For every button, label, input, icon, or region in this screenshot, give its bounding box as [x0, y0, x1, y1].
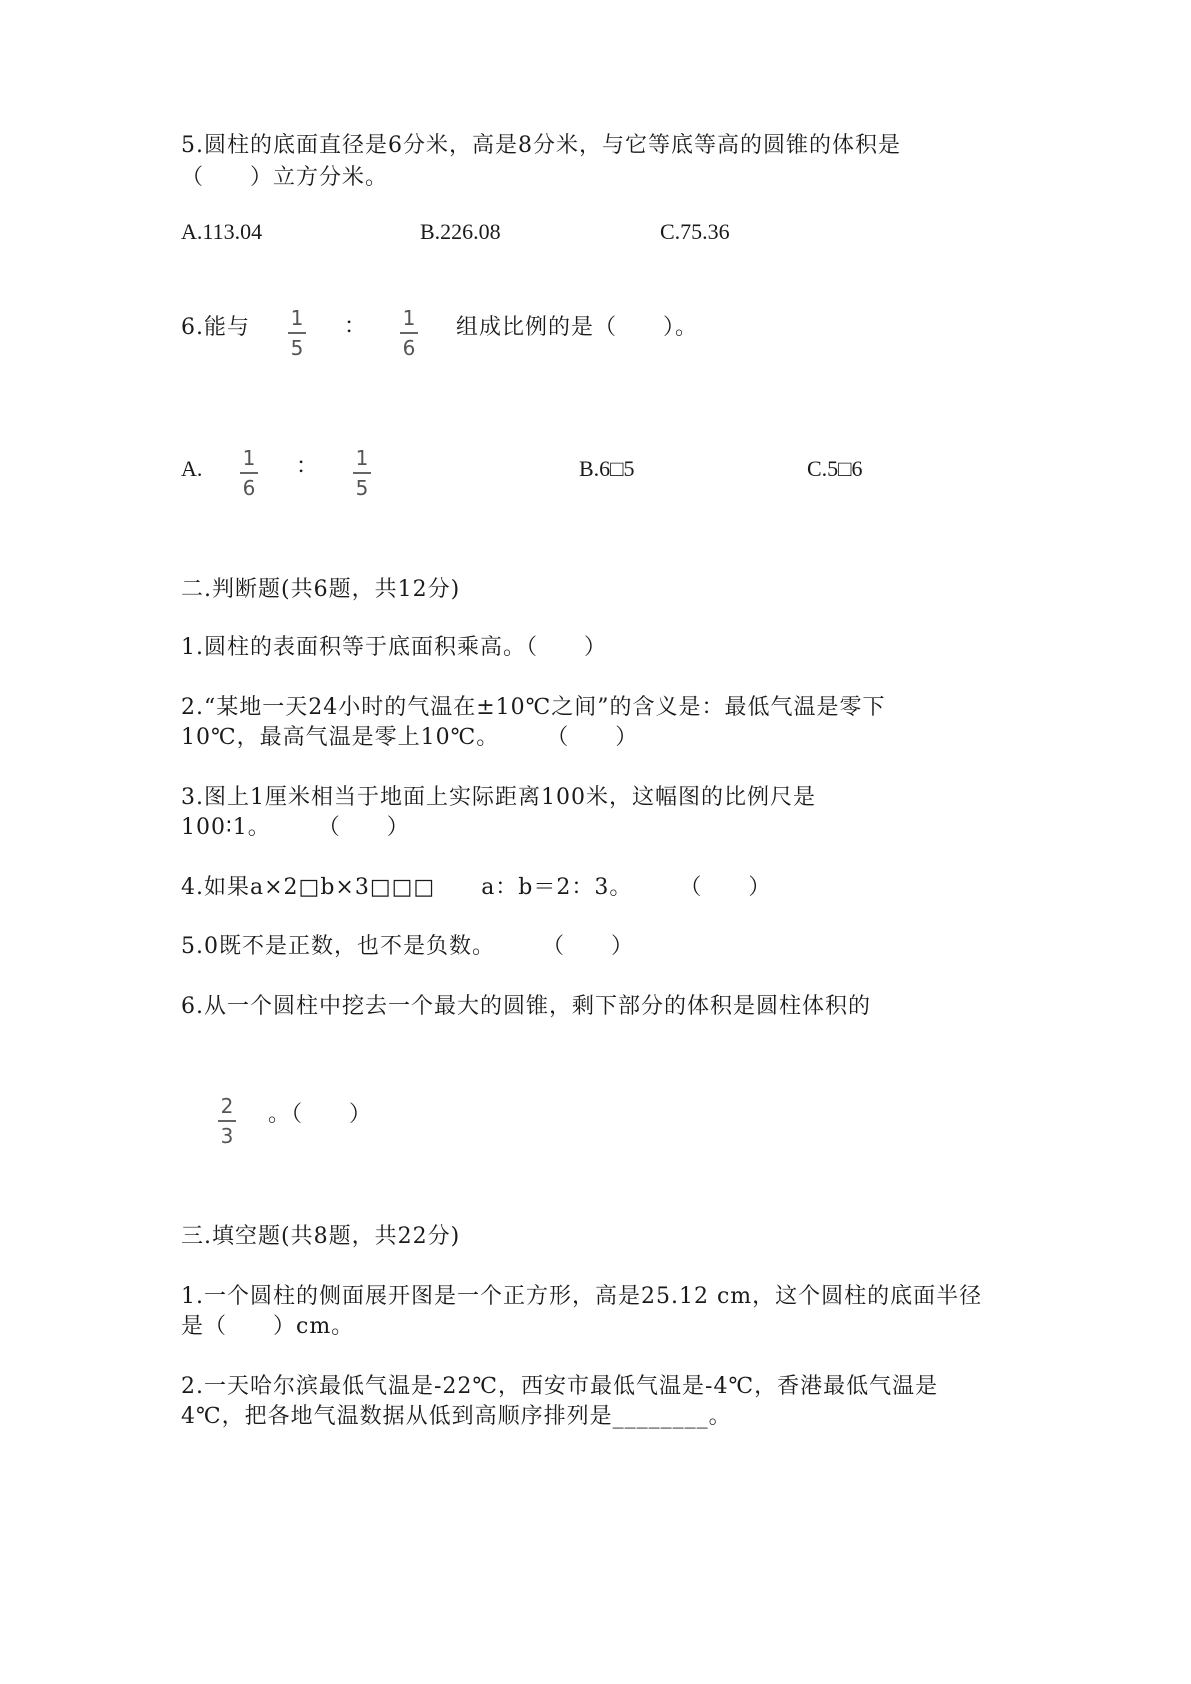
question-5-option-b: B.226.08: [420, 219, 501, 244]
question-5-option-a: A.113.04: [181, 219, 263, 244]
fraction-numerator: 2: [220, 1094, 234, 1118]
section-2-item-6-fraction: [212, 1094, 242, 1148]
fraction-bar: [288, 332, 306, 334]
question-6-colon: ：: [344, 314, 367, 339]
question-5-option-c: C.75.36: [660, 219, 730, 244]
question-6-option-a-colon: ：: [296, 454, 319, 479]
fraction-numerator: 1: [290, 306, 304, 330]
fraction-bar: [218, 1120, 236, 1122]
fraction-numerator: 1: [242, 446, 256, 470]
fraction-denominator: 6: [242, 475, 256, 500]
fraction-numerator: 1: [355, 446, 369, 470]
question-6-option-a-label: A.: [181, 456, 203, 481]
section-2-item-3-line-1: 3.图上1厘米相当于地面上实际距离100米，这幅图的比例尺是: [181, 785, 816, 810]
question-6-fraction-1: [282, 306, 312, 360]
section-3-title: 三.填空题(共8题，共22分): [181, 1224, 461, 1249]
section-3-item-1-line-2: 是（ ）cm。: [181, 1314, 355, 1339]
question-6-option-c: C.5□6: [807, 456, 863, 481]
section-2-item-6-suffix: 。（ ）: [268, 1102, 373, 1127]
question-6-option-b: B.6□5: [579, 456, 635, 481]
section-2-item-4: 4.如果a×2□b×3□□□ a：b＝2：3。 （ ）: [181, 875, 772, 900]
fraction-bar: [240, 472, 258, 474]
section-2-title: 二.判断题(共6题，共12分): [181, 577, 461, 602]
question-5-line-2: （ ）立方分米。: [181, 165, 389, 190]
fraction-denominator: 5: [355, 475, 369, 500]
section-2-item-1: 1.圆柱的表面积等于底面积乘高。（ ）: [181, 635, 607, 660]
section-2-item-6: 6.从一个圆柱中挖去一个最大的圆锥，剩下部分的体积是圆柱体积的: [181, 994, 871, 1019]
fraction-bar: [400, 332, 418, 334]
section-3-item-1-line-1: 1.一个圆柱的侧面展开图是一个正方形，高是25.12 cm，这个圆柱的底面半径: [181, 1284, 983, 1309]
question-6-option-a-fraction-2: [347, 446, 377, 500]
question-6-prefix: 6.能与: [181, 315, 250, 340]
section-3-item-2-line-2: 4℃，把各地气温数据从低到高顺序排列是________。: [181, 1404, 732, 1429]
fraction-numerator: 1: [402, 306, 416, 330]
section-2-item-2-line-2: 10℃，最高气温是零上10℃。 （ ）: [181, 725, 639, 750]
section-3-item-2-line-1: 2.一天哈尔滨最低气温是-22℃，西安市最低气温是-4℃，香港最低气温是: [181, 1374, 939, 1399]
section-2-item-3-line-2: 100∶1。 （ ）: [181, 815, 410, 840]
fraction-bar: [353, 472, 371, 474]
section-2-item-2-line-1: 2.“某地一天24小时的气温在±10℃之间”的含义是：最低气温是零下: [181, 695, 886, 720]
question-6-option-a-fraction-1: [234, 446, 264, 500]
question-6-suffix: 组成比例的是（ ）。: [456, 315, 699, 340]
section-2-item-5: 5.0既不是正数，也不是负数。 （ ）: [181, 934, 634, 959]
question-5-line-1: 5.圆柱的底面直径是6分米，高是8分米，与它等底等高的圆锥的体积是: [181, 133, 901, 158]
fraction-denominator: 5: [290, 335, 304, 360]
fraction-denominator: 3: [220, 1123, 234, 1148]
fraction-denominator: 6: [402, 335, 416, 360]
question-6-fraction-2: [394, 306, 424, 360]
